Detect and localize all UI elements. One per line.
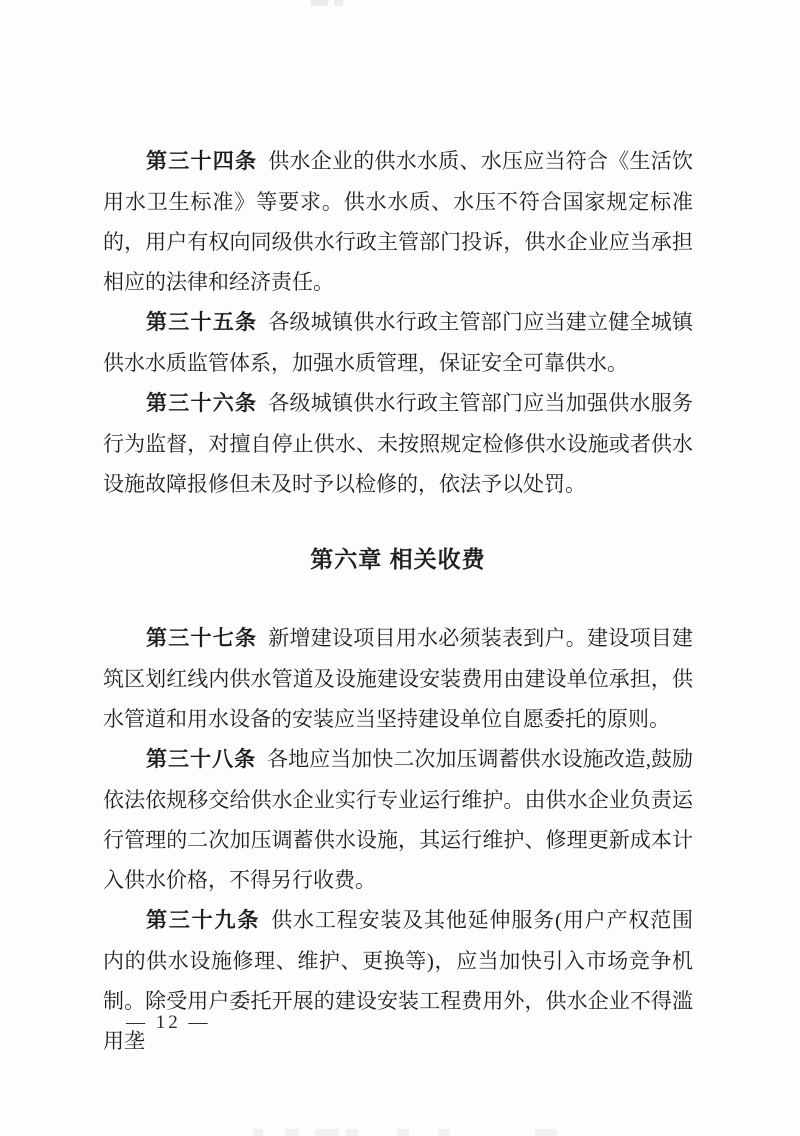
article-38-number: 第三十八条 xyxy=(146,748,257,771)
scan-artifact xyxy=(311,0,328,6)
page-number: — 12 — xyxy=(126,1012,211,1033)
article-36-text: 各级城镇供水行政主管部门应当加强供水服务行为监督，对擅自停止供水、未按照规定检修供水设施或者供水设施故障报修但未及时予以检修的，依法予以处罚。 xyxy=(103,391,693,496)
article-37-number: 第三十七条 xyxy=(146,627,258,650)
article-36-paragraph xyxy=(103,383,693,504)
article-36-number: 第三十六条 xyxy=(146,392,258,415)
scan-artifact xyxy=(285,1129,299,1136)
document-body xyxy=(103,141,693,1061)
scan-artifact xyxy=(438,1129,450,1136)
article-39-number: 第三十九条 xyxy=(146,909,261,932)
scan-artifact xyxy=(535,1129,557,1136)
scan-artifact xyxy=(315,1129,339,1136)
scan-artifact xyxy=(334,0,343,6)
chapter-heading: 第六章 相关收费 xyxy=(310,546,486,572)
article-38-text: 各地应当加快二次加压调蓄供水设施改造,鼓励依法依规移交给供水企业实行专业运行维护。由供水企业负责运行管理的二次加压调蓄供水设施，其运行维护、修理更新成本计入供水价格，不得另行收费。 xyxy=(103,747,694,892)
article-35-number: 第三十五条 xyxy=(146,311,258,334)
article-39-text: 供水工程安装及其他延伸服务(用户产权范围内的供水设施修理、维护、更换等)，应当加快引入市场竞争机制。除受用户委托开展的建设安装工程费用外，供水企业不得滥用垄 xyxy=(103,908,693,1053)
scan-artifact xyxy=(397,1129,409,1136)
article-37-paragraph xyxy=(103,618,693,739)
article-34-paragraph xyxy=(103,141,693,302)
article-34-text: 供水企业的供水水质、水压应当符合《生活饮用水卫生标准》等要求。供水水质、水压不符合国家规定标准的，用户有权向同级供水行政主管部门投诉，供水企业应当承担相应的法律和经济责任。 xyxy=(103,149,693,294)
scan-artifact xyxy=(253,1129,263,1136)
article-35-paragraph xyxy=(103,302,693,383)
article-35-text: 各级城镇供水行政主管部门应当建立健全城镇供水水质监管体系，加强水质管理，保证安全可靠供水。 xyxy=(103,310,693,375)
article-34-number: 第三十四条 xyxy=(146,150,258,173)
article-39-paragraph xyxy=(103,900,693,1061)
article-38-paragraph xyxy=(103,739,693,900)
scan-artifact xyxy=(346,1129,358,1136)
article-37-text: 新增建设项目用水必须装表到户。建设项目建筑区划红线内供水管道及设施建设安装费用由建设单位承担，供水管道和用水设备的安装应当坚持建设单位自愿委托的原则。 xyxy=(103,626,693,731)
